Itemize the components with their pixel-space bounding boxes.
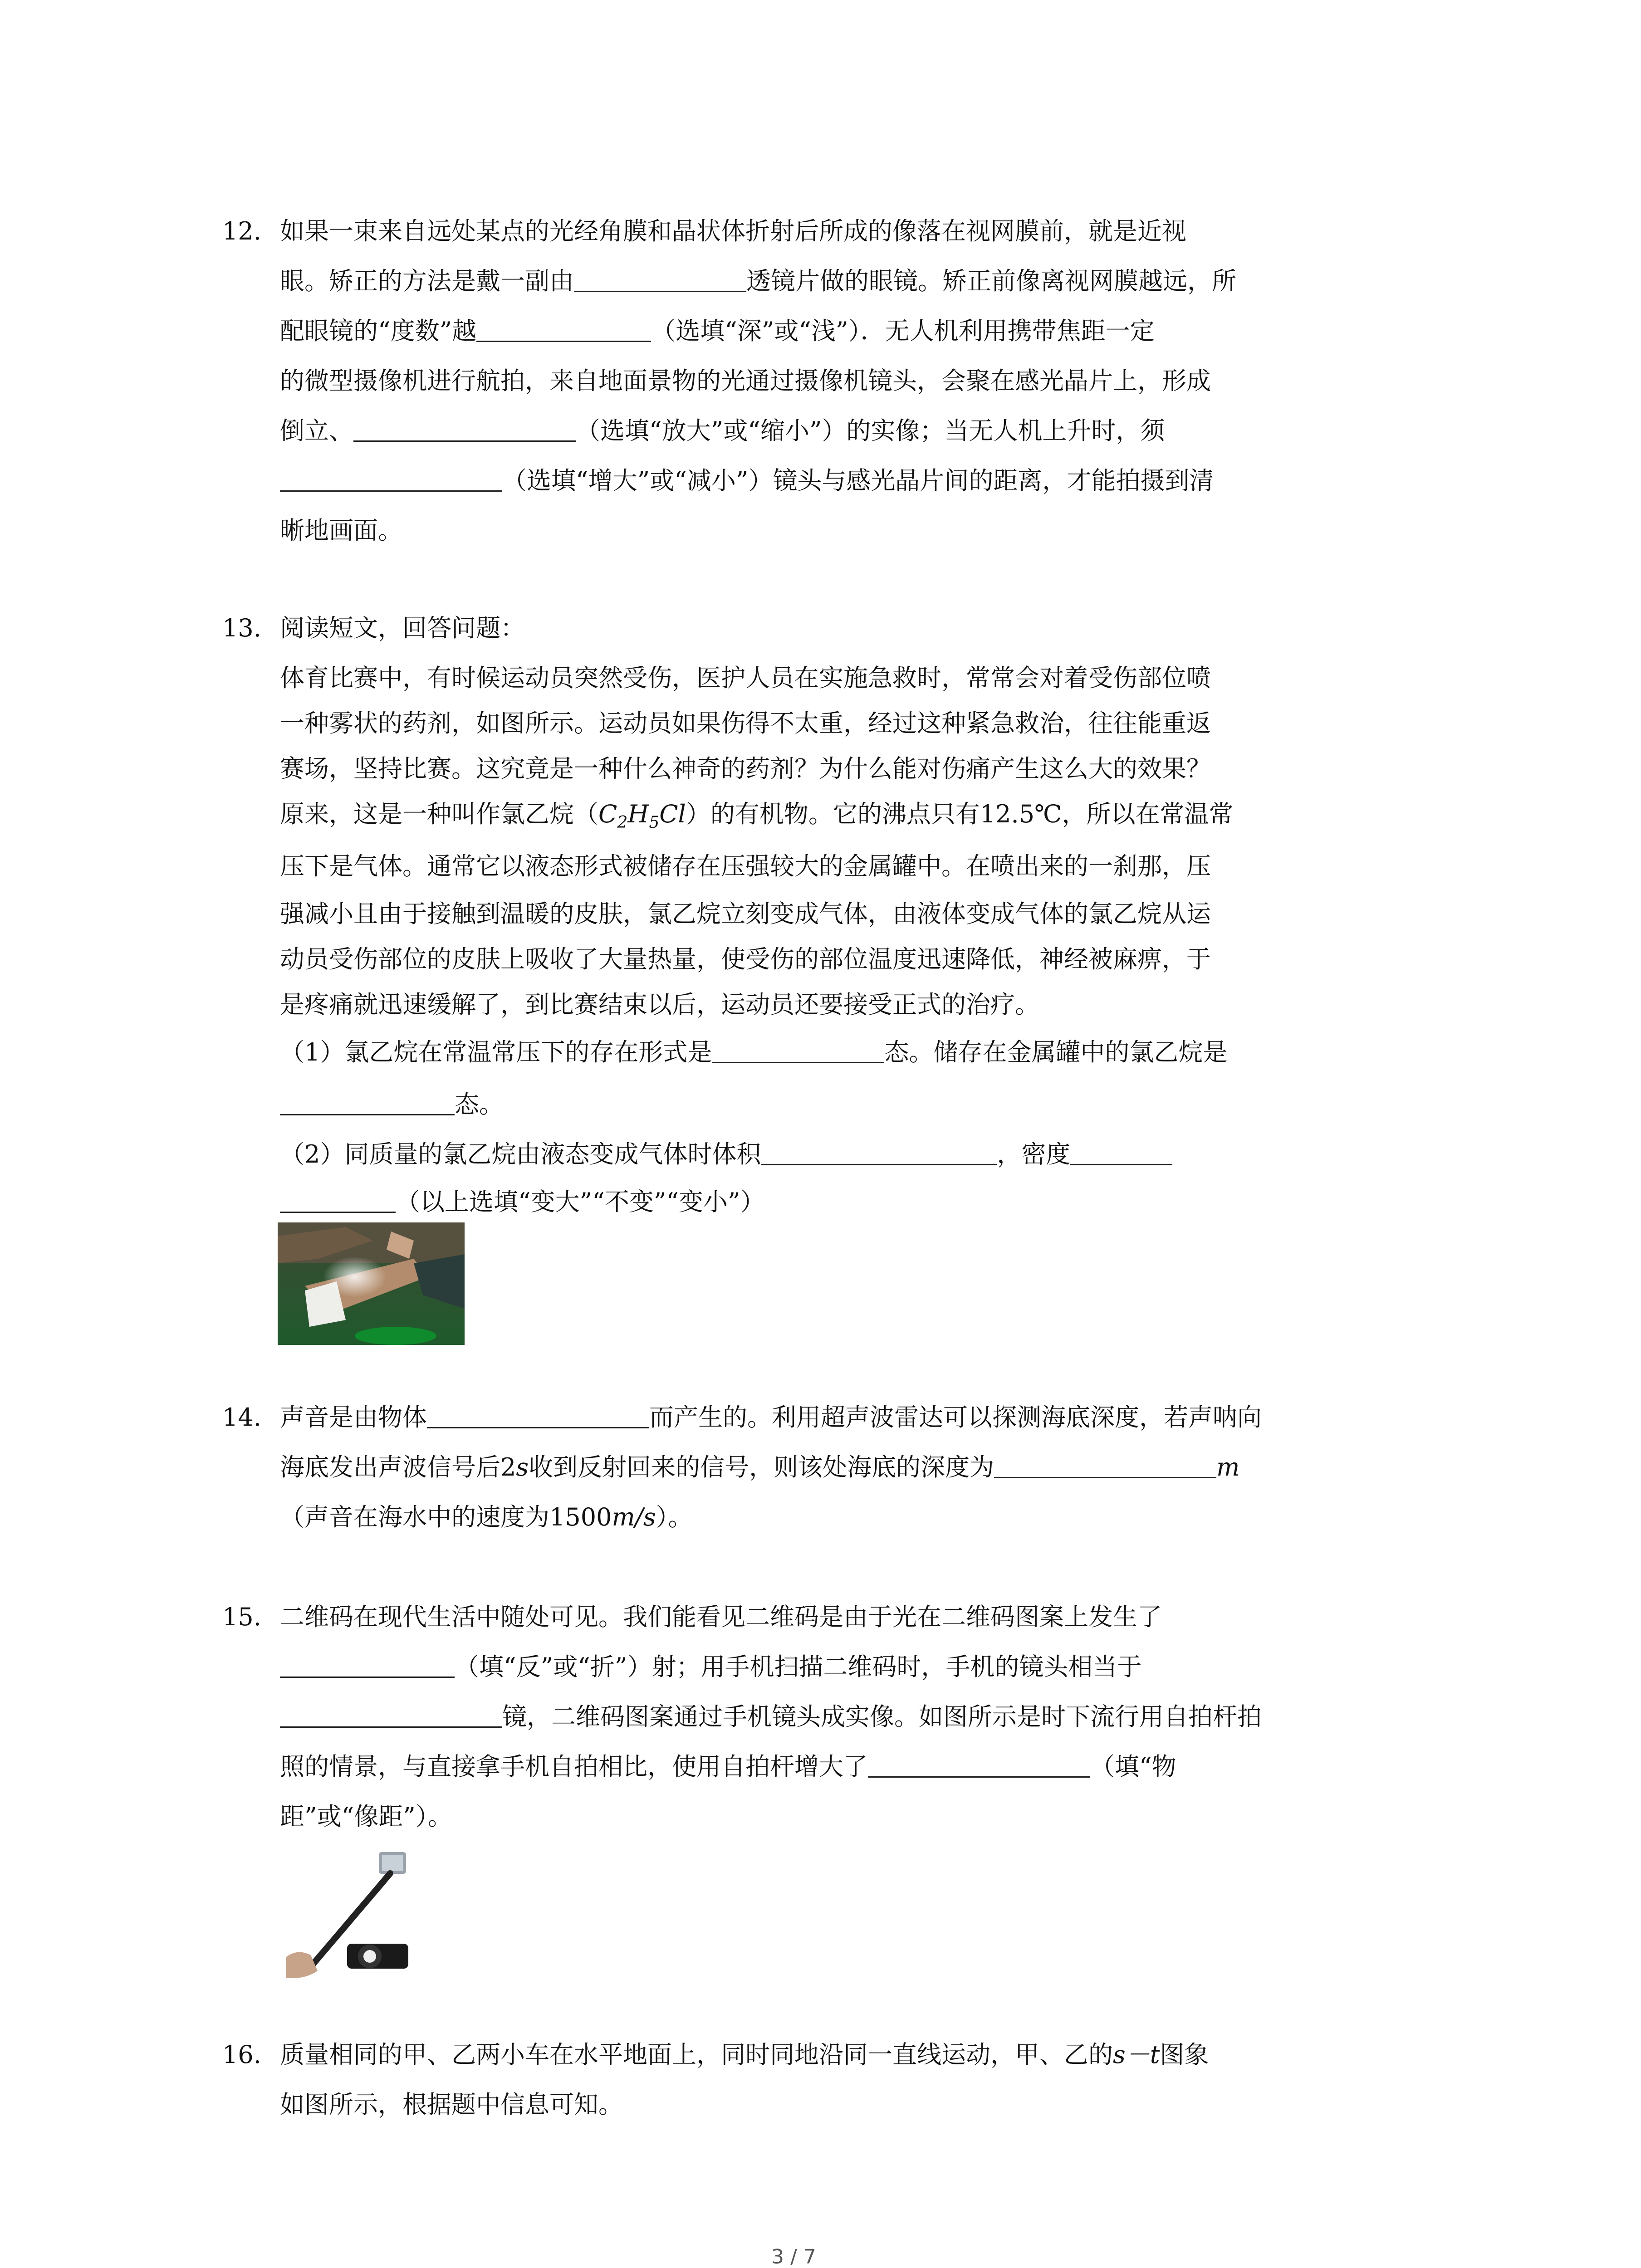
q13-line-8: 动员受伤部位的皮肤上吸收了大量热量，使受伤的部位温度迅速降低，神经被麻痹，于 — [280, 945, 1211, 973]
q13-sub-2: （2）同质量的氯乙烷由液态变成气体时体积 ，密度 — [280, 1136, 1172, 1173]
q12-line-7: 晰地画面。 — [280, 516, 402, 545]
q13-line-1: 阅读短文，回答问题： — [280, 614, 525, 642]
q16-line-2: 如图所示，根据题中信息可知。 — [280, 2090, 623, 2119]
answer-blank[interactable] — [574, 264, 746, 292]
answer-blank[interactable] — [280, 1699, 502, 1728]
q15-line-1: 二维码在现代生活中随处可见。我们能看见二维码是由于光在二维码图案上发生了 — [280, 1603, 1162, 1631]
answer-blank[interactable] — [712, 1035, 884, 1063]
answer-blank[interactable] — [353, 413, 576, 442]
answer-blank[interactable] — [476, 313, 651, 342]
q13-line-6: 压下是气体。通常它以液态形式被储存在压强较大的金属罐中。在喷出来的一刹那，压 — [280, 852, 1211, 880]
q15-line-4: 照的情景，与直接拿手机自拍相比，使用自拍杆增大了 （填“物 — [280, 1749, 1176, 1785]
q13-line-2: 体育比赛中，有时候运动员突然受伤，医护人员在实施急救时，常常会对着受伤部位喷 — [280, 664, 1211, 692]
q14-number: 14. — [222, 1403, 261, 1432]
q13-line-5: 原来，这是一种叫作氯乙烷$(C_2H_5Cl)$的有机物。它的沸点只有12.5℃，所以在常温常 — [280, 800, 1234, 832]
q14-line-2: 海底发出声波信号后2s收到反射回来的信号，则该处海底的深度为 m — [280, 1449, 1239, 1486]
q12-number: 12. — [222, 217, 261, 245]
q13-number: 13. — [222, 614, 261, 642]
answer-blank[interactable] — [761, 1137, 997, 1165]
q16-number: 16. — [222, 2040, 261, 2069]
q15-number: 15. — [222, 1603, 261, 1631]
q13-line-3: 一种雾状的药剂，如图所示。运动员如果伤得不太重，经过这种紧急救治，往往能重返 — [280, 709, 1211, 738]
q12-line-2: 眼。矫正的方法是戴一副由 透镜片做的眼镜。矫正前像离视网膜越远，所 — [280, 263, 1236, 299]
q15-line-5: 距”或“像距”）。 — [280, 1802, 452, 1831]
q13-line-7: 强减小且由于接触到温暖的皮肤，氯乙烷立刻变成气体，由液体变成气体的氯乙烷从运 — [280, 899, 1211, 928]
answer-blank[interactable] — [280, 1184, 396, 1213]
injury-spray-photo — [278, 1222, 465, 1345]
page-number: 3 / 7 — [771, 2245, 816, 2268]
answer-blank[interactable] — [280, 1649, 455, 1678]
q12-line-3: 配眼镜的“度数”越 （选填“深”或“浅”）．无人机利用携带焦距一定 — [280, 313, 1155, 349]
q16-line-1: 质量相同的甲、乙两小车在水平地面上，同时同地沿同一直线运动，甲、乙的s－t图象 — [280, 2040, 1209, 2069]
answer-blank[interactable] — [868, 1749, 1090, 1778]
answer-blank[interactable] — [427, 1400, 649, 1428]
answer-blank[interactable] — [280, 463, 502, 492]
q14-line-3: （声音在海水中的速度为1500m/s）。 — [280, 1503, 693, 1531]
q14-line-1: 声音是由物体 而产生的。利用超声波雷达可以探测海底深度，若声呐向 — [280, 1399, 1262, 1436]
q12-line-1: 如果一束来自远处某点的光经角膜和晶状体折射后所成的像落在视网膜前，就是近视 — [280, 217, 1186, 245]
q13-sub-1-cont: 态。 — [280, 1086, 504, 1123]
q12-line-5: 倒立、 （选填“放大”或“缩小”）的实像；当无人机上升时，须 — [280, 413, 1165, 449]
answer-blank[interactable] — [280, 1087, 455, 1115]
q12-line-6: （选填“增大”或“减小”）镜头与感光晶片间的距离，才能拍摄到清 — [280, 463, 1214, 499]
q13-sub-2-cont: （以上选填“变大”“不变”“变小”） — [280, 1184, 765, 1220]
q13-line-9: 是疼痛就迅速缓解了，到比赛结束以后，运动员还要接受正式的治疗。 — [280, 990, 1039, 1019]
q12-line-4: 的微型摄像机进行航拍，来自地面景物的光通过摄像机镜头，会聚在感光晶片上，形成 — [280, 367, 1211, 395]
answer-blank[interactable] — [1070, 1137, 1172, 1165]
answer-blank[interactable] — [994, 1450, 1216, 1478]
q13-sub-1: （1）氯乙烷在常温常压下的存在形式是 态。储存在金属罐中的氯乙烷是 — [280, 1034, 1227, 1070]
q15-line-3: 镜，二维码图案通过手机镜头成实像。如图所示是时下流行用自拍杆拍 — [280, 1699, 1262, 1735]
q15-line-2: （填“反”或“折”）射；用手机扫描二维码时，手机的镜头相当于 — [280, 1649, 1141, 1685]
selfie-stick-photo — [286, 1848, 436, 1984]
q13-line-4: 赛场，坚持比赛。这究竟是一种什么神奇的药剂？为什么能对伤痛产生这么大的效果？ — [280, 754, 1211, 783]
